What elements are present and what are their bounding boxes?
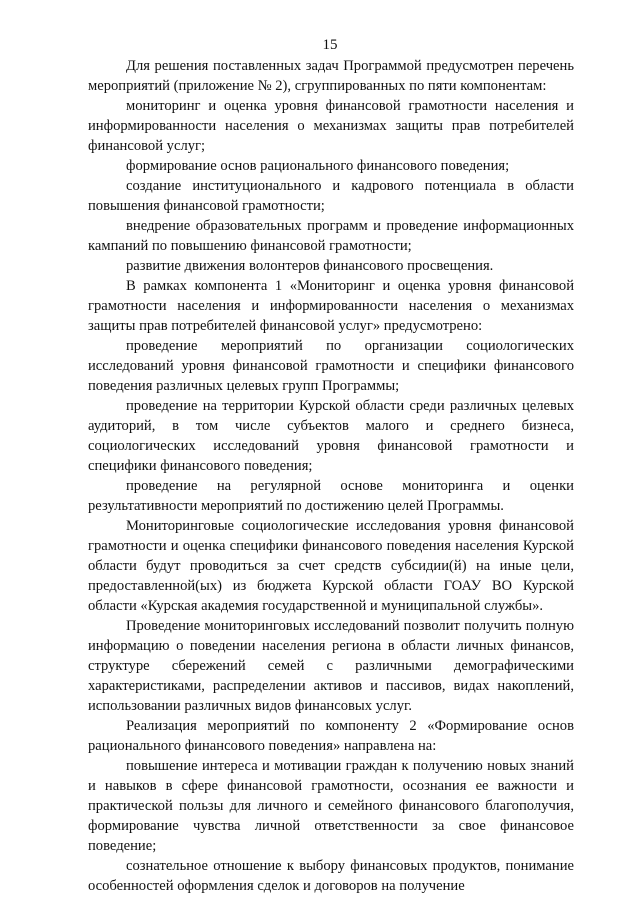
paragraph-research-kursk: проведение на территории Курской области среди различных целевых аудиторий, в том числе субъектов малого и среднего бизнеса, социологических исследований уровня финансовой грамотности и специфики финансового поведения; bbox=[88, 398, 574, 474]
paragraph-component-behavior: формирование основ рационального финансового поведения; bbox=[126, 158, 510, 174]
paragraph-conscious-choice: сознательное отношение к выбору финансовых продуктов, понимание особенностей оформления сделок и договоров на получение bbox=[88, 858, 574, 894]
page-number: 15 bbox=[322, 37, 338, 53]
body-text bbox=[88, 56, 574, 896]
paragraph-monitoring-results: проведение на регулярной основе мониторинга и оценки результативности мероприятий по достижению целей Программы. bbox=[88, 478, 574, 514]
paragraph-funding: Мониторинговые социологические исследования уровня финансовой грамотности и оценка специфики финансового поведения населения Курской области будут проводиться за счет средств субсидии(й) на иные цели, предоставленной(ых) из бюджета Курской области ГОАУ ВО Курской области «Курская академия государственной и муниципальной службы». bbox=[88, 518, 574, 614]
paragraph-component-2-intro: Реализация мероприятий по компоненту 2 «Формирование основ рационального финансового поведения» направлена на: bbox=[88, 718, 574, 754]
paragraph-intro: Для решения поставленных задач Программой предусмотрен перечень мероприятий (приложение № 2), сгруппированных по пяти компонентам: bbox=[88, 58, 574, 94]
paragraph-component-education: внедрение образовательных программ и проведение информационных кампаний по повышению финансовой грамотности; bbox=[88, 218, 574, 254]
paragraph-component-monitoring: мониторинг и оценка уровня финансовой грамотности населения и информированности населения о механизмах защиты прав потребителей финансовой услуг; bbox=[88, 98, 574, 154]
paragraph-research-benefits: Проведение мониторинговых исследований позволит получить полную информацию о поведении населения региона в области личных финансов, структуре сбережений семей с различными демографическими характеристиками, распределении активов и пассивов, видах накоплений, использовании различных видов финансовых услуг. bbox=[88, 618, 574, 714]
paragraph-component-volunteers: развитие движения волонтеров финансового просвещения. bbox=[126, 258, 494, 274]
paragraph-component-institutional: создание институционального и кадрового потенциала в области повышения финансовой грамотности; bbox=[88, 178, 574, 214]
paragraph-interest-motivation: повышение интереса и мотивации граждан к получению новых знаний и навыков в сфере финансовой грамотности, осознания ее важности и практической пользы для личного и семейного финансового благополучия, формирование чувства личной ответственности за свое финансовое поведение; bbox=[88, 758, 574, 854]
paragraph-research-organization: проведение мероприятий по организации социологических исследований уровня финансовой грамотности и специфики финансового поведения различных целевых групп Программы; bbox=[88, 338, 574, 394]
paragraph-component-1-intro: В рамках компонента 1 «Мониторинг и оценка уровня финансовой грамотности населения и информированности населения о механизмах защиты прав потребителей финансовой услуг» предусмотрено: bbox=[88, 278, 574, 334]
